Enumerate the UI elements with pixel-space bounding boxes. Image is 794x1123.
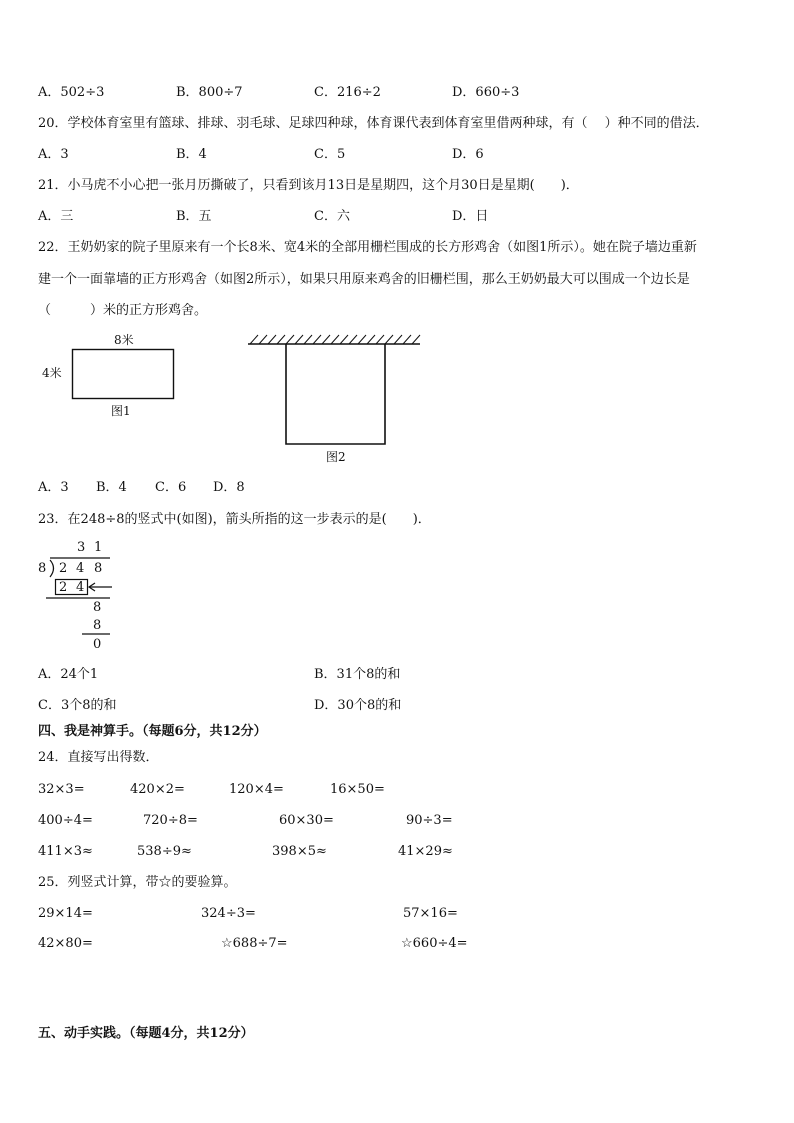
q21-option-b: B．五 (176, 209, 212, 224)
q22-stem-line1: 22．王奶奶家的院子里原来有一个长8米、宽4米的全部用栅栏围成的长方形鸡舍（如图1所示）。她在院子墙边重新 (38, 240, 697, 255)
quotient-digit-ones: 1 (94, 540, 103, 555)
q19-option-c: C．216÷2 (314, 85, 381, 100)
section-5-heading: 五、动手实践。（每题4分，共12分） (38, 1026, 254, 1041)
q25-item: ☆688÷7= (221, 936, 288, 951)
q24-item: 16×50= (330, 782, 385, 797)
q24-item: 120×4= (229, 782, 284, 797)
dividend-digit-3: 8 (94, 561, 103, 576)
step1-digit-2: 4 (76, 580, 85, 595)
section-4-heading: 四、我是神算手。（每题6分，共12分） (38, 724, 267, 739)
q25-item: 29×14= (38, 906, 93, 921)
q25-stem: 25．列竖式计算，带☆的要验算。 (38, 875, 237, 890)
q22-stem-line3: （ ）米的正方形鸡舍。 (38, 303, 208, 318)
q24-item: 41×29≈ (398, 844, 453, 859)
dividend-digit-2: 4 (76, 561, 85, 576)
q23-option-c: C．3个8的和 (38, 698, 117, 713)
q20-stem: 20．学校体育室里有篮球、排球、羽毛球、足球四种球，体育课代表到体育室里借两种球，有（ ）种不同的借法． (38, 116, 709, 131)
q24-item: 60×30= (279, 813, 334, 828)
q24-item: 538÷9≈ (137, 844, 192, 859)
q24-item: 32×3= (38, 782, 85, 797)
q25-item: 42×80= (38, 936, 93, 951)
q24-item: 411×3≈ (38, 844, 93, 859)
fig1-width-label: 4米 (42, 366, 62, 380)
q21-option-d: D．日 (452, 209, 489, 224)
q23-stem: 23．在248÷8的竖式中(如图)，箭头所指的这一步表示的是( )． (38, 512, 431, 527)
dividend-digit-1: 2 (59, 561, 68, 576)
q22-option-b: B．4 (96, 480, 127, 495)
fig2-caption: 图2 (326, 450, 346, 464)
fig1-caption: 图1 (111, 404, 131, 418)
bring-down-digit: 8 (93, 600, 102, 615)
q22-stem-line2: 建一个一面靠墙的正方形鸡舍（如图2所示），如果只用原来鸡舍的旧栅栏围，那么王奶奶最大可以围成一个边长是 (38, 272, 690, 287)
q23-option-b: B．31个8的和 (314, 667, 401, 682)
q24-item: 400÷4= (38, 813, 93, 828)
q22-option-d: D．8 (213, 480, 245, 495)
q25-item: 324÷3= (201, 906, 256, 921)
step1-digit-1: 2 (59, 580, 68, 595)
quotient-digit-tens: 3 (77, 540, 86, 555)
q23-option-d: D．30个8的和 (314, 698, 402, 713)
q24-item: 720÷8= (143, 813, 198, 828)
q19-option-b: B．800÷7 (176, 85, 243, 100)
remainder-digit: 0 (93, 637, 102, 652)
q21-option-c: C．六 (314, 209, 350, 224)
q20-option-c: C．5 (314, 147, 346, 162)
long-division-lines (0, 0, 1, 1)
divisor: 8 (38, 561, 47, 576)
q19-option-d: D．660÷3 (452, 85, 520, 100)
q20-option-b: B．4 (176, 147, 207, 162)
q25-item: ☆660÷4= (401, 936, 468, 951)
q25-item: 57×16= (403, 906, 458, 921)
q24-item: 398×5≈ (272, 844, 327, 859)
q22-option-c: C．6 (155, 480, 187, 495)
q24-item: 90÷3= (406, 813, 453, 828)
q21-stem: 21．小马虎不小心把一张月历撕破了，只看到该月13日是星期四，这个月30日是星期( )． (38, 178, 579, 193)
q20-option-d: D．6 (452, 147, 484, 162)
q19-option-a: A．502÷3 (38, 85, 105, 100)
step2-digit: 8 (93, 618, 102, 633)
q20-option-a: A．3 (38, 147, 69, 162)
q22-option-a: A．3 (38, 480, 69, 495)
fig1-length-label: 8米 (114, 333, 134, 347)
q24-stem: 24．直接写出得数． (38, 750, 159, 765)
q23-option-a: A．24个1 (38, 667, 99, 682)
q24-item: 420×2= (130, 782, 185, 797)
q21-option-a: A．三 (38, 209, 74, 224)
